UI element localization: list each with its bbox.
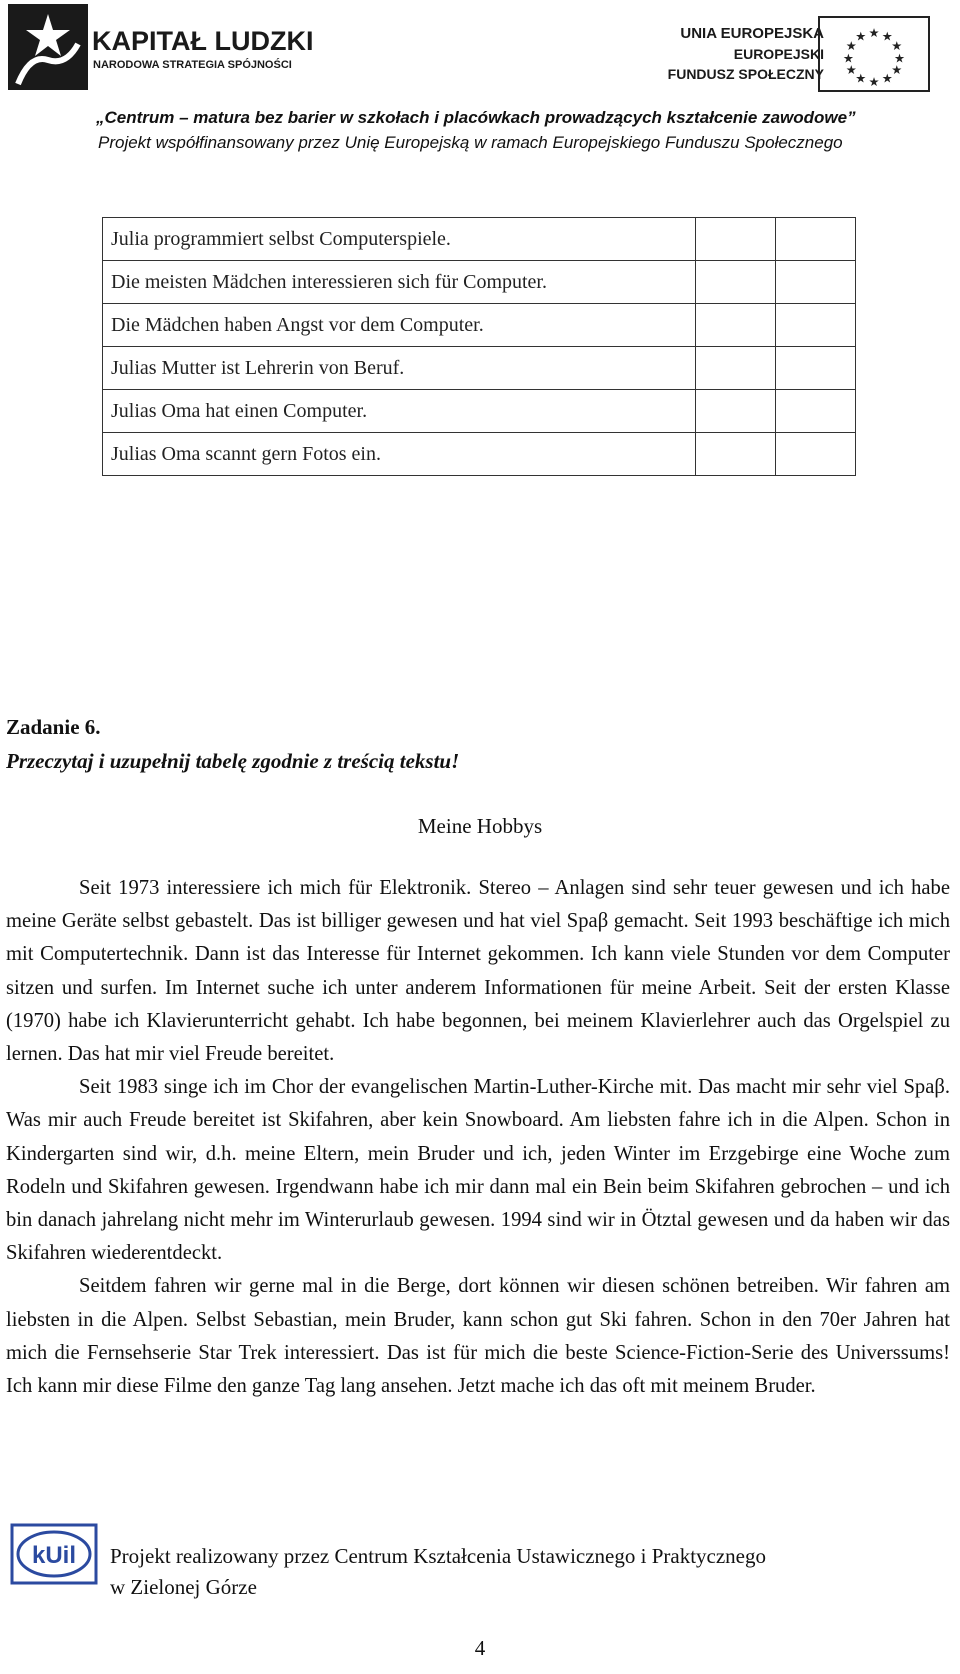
svg-text:★: ★ [891, 62, 903, 77]
kapital-ludzki-title: KAPITAŁ LUDZKI [92, 26, 314, 56]
table-row [103, 433, 856, 476]
svg-text:★: ★ [842, 51, 854, 66]
eu-line-3: FUNDUSZ SPOŁECZNY [667, 66, 824, 82]
answer-cell-r[interactable] [696, 304, 776, 347]
statement-cell: Julias Mutter ist Lehrerin von Beruf. [103, 347, 696, 390]
paragraph: Seit 1973 interessiere ich mich für Elektronik. Stereo – Anlagen sind sehr teuer gewesen und ich habe meine Geräte selbst gebastelt. Das ist billiger gewesen und hat viel Spaβ gemacht. Seit 1993 beschäftige ich mich mit Computertechnik. Dann ist das Interesse für Internet gekommen. Ich kann viele Stunden vor dem Computer sitzen und surfen. Im Internet suche ich unter anderem Informationen für meine Arbeit. Seit der ersten Klasse (1970) habe ich Klavierunterricht gehabt. Ich habe begonnen, bei meinem Klavierlehrer auch das Orgelspiel zu lernen. Das hat mir viel Freude bereitet. [6, 877, 950, 1066]
answer-cell-f[interactable] [776, 390, 856, 433]
statement-cell: Julias Oma scannt gern Fotos ein. [103, 433, 696, 476]
project-title: „Centrum – matura bez barier w szkołach i placówkach prowadzących kształcenie zawodowe” [96, 108, 856, 127]
answer-cell-f[interactable] [776, 304, 856, 347]
answer-cell-r[interactable] [696, 433, 776, 476]
eu-line-2: EUROPEJSKI [733, 46, 824, 62]
table-row [103, 390, 856, 433]
reading-text [6, 872, 950, 1403]
eu-line-1: UNIA EUROPEJSKA [680, 25, 824, 42]
logo-text: kUil [31, 1542, 77, 1569]
ckuip-logo-icon [10, 1523, 98, 1585]
svg-text:★: ★ [845, 39, 857, 54]
answer-cell-f[interactable] [776, 433, 856, 476]
answer-cell-r[interactable] [696, 261, 776, 304]
svg-text:★: ★ [891, 39, 903, 54]
svg-text:★: ★ [868, 25, 880, 40]
svg-text:★: ★ [881, 29, 893, 44]
answer-cell-r[interactable] [696, 390, 776, 433]
statement-cell: Die meisten Mädchen interessieren sich für Computer. [103, 261, 696, 304]
statement-cell: Julias Oma hat einen Computer. [103, 390, 696, 433]
table-row [103, 304, 856, 347]
text-title: Meine Hobbys [417, 814, 543, 838]
answer-cell-f[interactable] [776, 218, 856, 261]
answer-cell-f[interactable] [776, 347, 856, 390]
answer-cell-r[interactable] [696, 218, 776, 261]
statement-cell: Die Mädchen haben Angst vor dem Computer. [103, 304, 696, 347]
svg-text:★: ★ [894, 51, 906, 66]
svg-text:★: ★ [855, 71, 867, 86]
svg-text:★: ★ [845, 62, 857, 77]
table-row [103, 218, 856, 261]
table-row [103, 261, 856, 304]
table-row [103, 347, 856, 390]
project-funding: Projekt współfinansowany przez Unię Europejską w ramach Europejskiego Funduszu Społecznego [98, 133, 843, 152]
answer-cell-f[interactable] [776, 261, 856, 304]
page-header [0, 0, 960, 100]
eu-flag-icon [818, 16, 930, 92]
kapital-ludzki-logo-icon [8, 4, 88, 90]
footer-line-2: w Zielonej Górze [110, 1575, 257, 1599]
svg-text:★: ★ [881, 71, 893, 86]
task-instruction: Przeczytaj i uzupełnij tabelę zgodnie z treścią tekstu! [6, 749, 460, 773]
svg-text:★: ★ [855, 29, 867, 44]
eu-text-block [668, 24, 824, 84]
statement-cell: Julia programmiert selbst Computerspiele. [103, 218, 696, 261]
paragraph: Seit 1983 singe ich im Chor der evangelischen Martin-Luther-Kirche mit. Das macht mir sehr viel Spaβ. Was mir auch Freude bereitet ist Skifahren, aber kein Snowboard. Am liebsten fahre ich in die Alpen. Schon in Kindergarten sind wir, d.h. meine Eltern, mein Bruder und ich, jeden Winter im Erzgebirge eine Woche zum Rodeln und Skifahren gewesen. Irgendwann habe ich mir dann mal ein Bein beim Skifahren gebrochen – und ich bin danach jahrelang nicht mehr im Winterurlaub gewesen. 1994 sind wir in Ötztal gewesen und da haben wir das Skifahren wiederentdeckt. [6, 1076, 950, 1265]
footer-line-1: Projekt realizowany przez Centrum Kształcenia Ustawicznego i Praktycznego [110, 1544, 766, 1568]
answer-cell-r[interactable] [696, 347, 776, 390]
kapital-ludzki-subtitle: NARODOWA STRATEGIA SPÓJNOŚCI [93, 59, 292, 71]
true-false-table [102, 217, 856, 476]
paragraph: Seitdem fahren wir gerne mal in die Berge, dort können wir diesen schönen betreiben. Wir fahren am liebsten in die Alpen. Selbst Sebastian, mein Bruder, kann schon gut Ski fahren. Schon in den 70er Jahren hat mich die Fernsehserie Star Trek interessiert. Das ist für mich die beste Science-Fiction-Serie des Universsums! Ich kann mir diese Filme den ganze Tag lang ansehen. Jetzt mache ich das oft mit meinem Bruder. [6, 1275, 950, 1398]
svg-text:★: ★ [868, 75, 880, 90]
page-number: 4 [474, 1636, 486, 1660]
task-heading: Zadanie 6. [6, 715, 101, 739]
